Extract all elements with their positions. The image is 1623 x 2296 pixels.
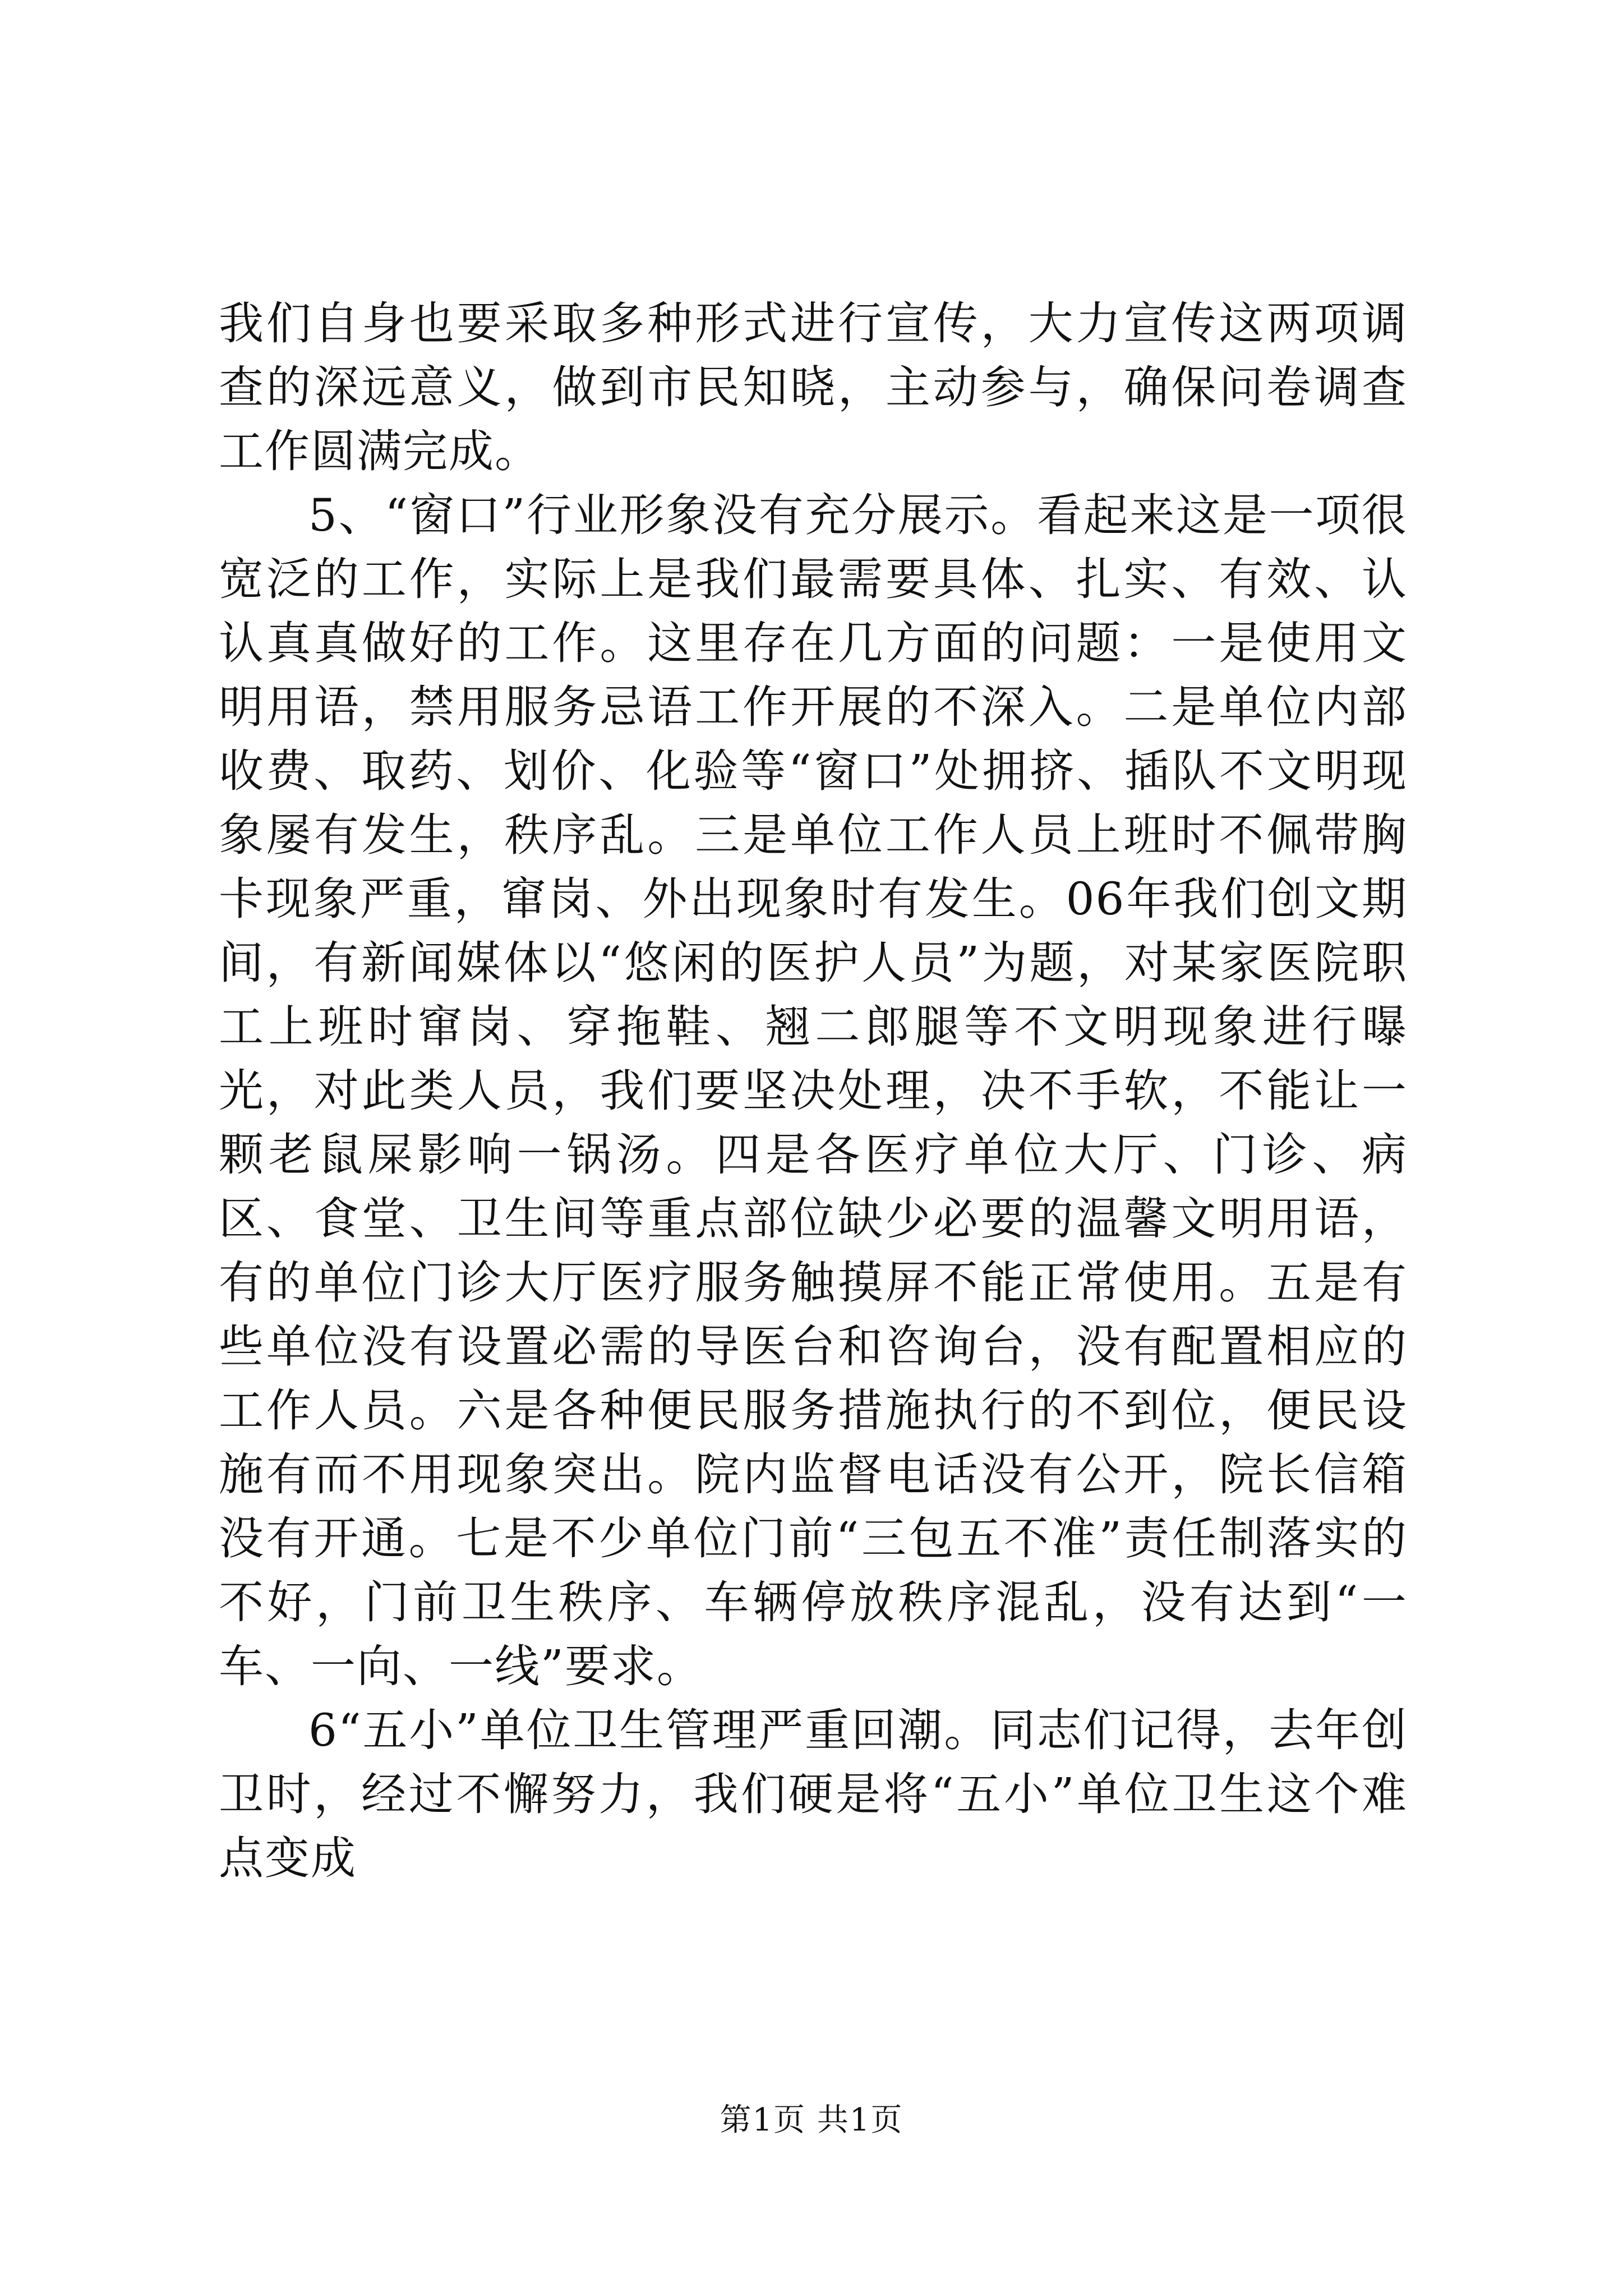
page-footer: 第1页 共1页: [720, 2102, 903, 2138]
document-body: [219, 292, 1408, 1890]
paragraph-five-small-units: 6“五小”单位卫生管理严重回潮。同志们记得，去年创卫时，经过不懈努力，我们硬是将“五小”单位卫生这个难点变成: [219, 1704, 1408, 1884]
paragraph-continuation: 我们自身也要采取多种形式进行宣传，大力宣传这两项调查的深远意义，做到市民知晓，主动参与，确保问卷调查工作圆满完成。: [219, 297, 1408, 477]
paragraph-window-industry: 5、“窗口”行业形象没有充分展示。看起来这是一项很宽泛的工作，实际上是我们最需要具体、扎实、有效、认认真真做好的工作。这里存在几方面的问题：一是使用文明用语，禁用服务忌语工作开展的不深入。二是单位内部收费、取药、划价、化验等“窗口”处拥挤、插队不文明现象屡有发生，秩序乱。三是单位工作人员上班时不佩带胸卡现象严重，窜岗、外出现象时有发生。06年我们创文期间，有新闻媒体以“悠闲的医护人员”为题，对某家医院职工上班时窜岗、穿拖鞋、翘二郎腿等不文明现象进行曝光，对此类人员，我们要坚决处理，决不手软，不能让一颗老鼠屎影响一锅汤。四是各医疗单位大厅、门诊、病区、食堂、卫生间等重点部位缺少必要的温馨文明用语，有的单位门诊大厅医疗服务触摸屏不能正常使用。五是有些单位没有设置必需的导医台和咨询台，没有配置相应的工作人员。六是各种便民服务措施执行的不到位，便民设施有而不用现象突出。院内监督电话没有公开，院长信箱没有开通。七是不少单位门前“三包五不准”责任制落实的不好，门前卫生秩序、车辆停放秩序混乱，没有达到“一车、一向、一线”要求。: [219, 489, 1408, 1692]
